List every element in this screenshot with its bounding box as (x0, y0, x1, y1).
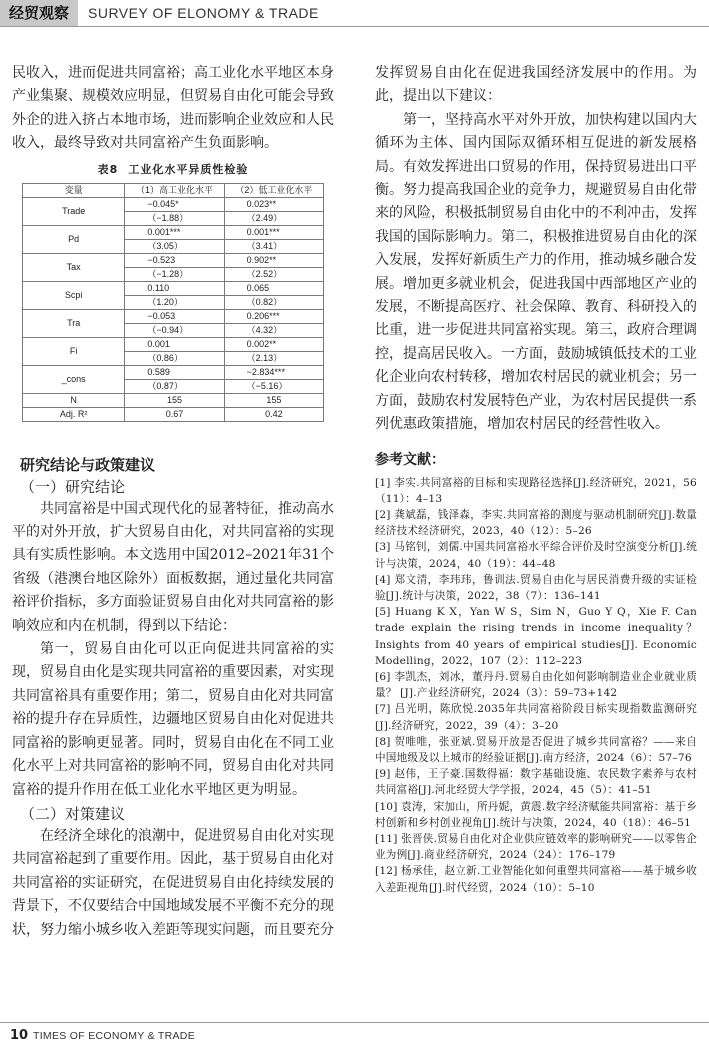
table-title: 工业化水平异质性检验 (128, 162, 249, 176)
suggestion-paragraph: 第一，坚持高水平对外开放，加快构建以国内大循环为主体、国内国际双循环相互促进的新发展格局。有效发挥进出口贸易的作用，保持贸易进出口平衡。努力提高我国企业的竞争力，规避贸易自由化带来的风险，积极抵制贸易自由化中的不利冲击，发挥我国的国际影响力。第二，积极推进贸易自由化的深入发展，发挥好新质生产力的作用，推动城乡融合发展。增加更多就业机会，促进我国中西部地区产业的发展，不断提高医疗、社会保障、教育、科研投入的比重，进一步促进共同富裕实现。第三，政府合理调控，提高居民收入。一方面，鼓励城镇低技术的工业化企业向农村转移，增加农村居民的就业机会；另一方面，鼓励农村发展特色产业，为农村居民提供一系列优惠政策措施，增加农村居民的经营性收入。 (375, 111, 697, 433)
references-title: 参考文献： (375, 451, 445, 468)
table-stat-cell: （0.86） (125, 351, 224, 365)
table-stat-cell: （0.82） (224, 295, 323, 309)
table-coef-cell: 0.001*** (125, 225, 224, 239)
table-coef-cell: 0.001*** (224, 225, 323, 239)
intro-paragraph: 民收入，进而促进共同富裕；高工业化水平地区本身产业集聚、规模效应明显，但贸易自由化可能会导致外企的进入挤占本地市场，进而影响企业效应和人民收入，最终导致对共同富裕产生负面影响。 (12, 65, 334, 152)
page-header (0, 0, 709, 27)
table-row (23, 407, 324, 421)
table-header-cell: （2）低工业化水平 (224, 183, 323, 197)
reference-item: [11] 张晋侠.贸易自由化对企业供应链效率的影响研究——以零售企业为例[J].商业经济研究，2024（24）：176–179 (375, 832, 697, 862)
table-variable-cell: _cons (23, 365, 125, 393)
right-column (375, 62, 697, 896)
table-row (23, 309, 324, 323)
table-caption (12, 163, 334, 177)
table-coef-cell: 0.110 (125, 281, 224, 295)
table-stat-cell: （2.52） (224, 267, 323, 281)
table-stat-cell: （4.32） (224, 323, 323, 337)
heterogeneity-table (22, 183, 324, 422)
table-number: 表8 (97, 162, 119, 176)
reference-item: [7] 吕光明，陈欣悦.2035年共同富裕阶段目标实现指数监测研究[J].经济研究，2022，39（4）：3–20 (375, 703, 697, 732)
table-variable-cell: Tra (23, 309, 125, 337)
table-coef-cell: −0.053 (125, 309, 224, 323)
table-row (23, 337, 324, 351)
table-row (23, 225, 324, 239)
page-footer (0, 1022, 709, 1049)
section-title: 研究结论与政策建议 (20, 455, 156, 474)
table-stat-cell: （1.20） (125, 295, 224, 309)
table-value-cell: 155 (224, 393, 323, 407)
table-coef-cell: 0.002** (224, 337, 323, 351)
journal-title-cn: 经贸观察 (0, 0, 78, 26)
table-row (23, 197, 324, 211)
table-coef-cell: 0.065 (224, 281, 323, 295)
footer-journal-name: TIMES OF ECONOMY & TRADE (33, 1030, 195, 1042)
left-column (12, 62, 334, 942)
table-row (23, 393, 324, 407)
table-coef-cell: 0.001 (125, 337, 224, 351)
journal-title-en: SURVEY OF ELONOMY & TRADE (88, 5, 319, 21)
conclusion-paragraph-2: 第一，贸易自由化可以正向促进共同富裕的实现，贸易自由化是实现共同富裕的重要因素，对实现共同富裕具有重要作用；第二，贸易自由化对共同富裕的提升存在异质性，边疆地区贸易自由化对促进共同富裕的影响更显著。同时，贸易自由化在不同工业化水平上对共同富裕的影响不同，贸易自由化对共同富裕的提升作用在低工业化水平地区更为明显。 (12, 641, 334, 798)
table-stat-cell: （3.41） (224, 239, 323, 253)
table-stat-cell: （2.13） (224, 351, 323, 365)
reference-item: [2] 龚斌磊，钱泽森，李实.共同富裕的测度与驱动机制研究[J].数量经济技术经济研究，2023，40（12）：5–26 (375, 508, 697, 538)
table-variable-cell: Fi (23, 337, 125, 365)
table-coef-cell: 0.206*** (224, 309, 323, 323)
table-coef-cell: 0.902** (224, 253, 323, 267)
table-stat-cell: （2.49） (224, 211, 323, 225)
table-coef-cell: 0.589 (125, 365, 224, 379)
table-variable-cell: Trade (23, 197, 125, 225)
table-stat-cell: （3.05） (125, 239, 224, 253)
page-number: 10 (10, 1028, 29, 1043)
table-stat-cell: （−0.94） (125, 323, 224, 337)
table-value-cell: 155 (125, 393, 224, 407)
table-value-cell: 0.42 (224, 407, 323, 421)
continued-paragraph: 发挥贸易自由化在促进我国经济发展中的作用。为此，提出以下建议： (375, 65, 697, 105)
reference-item: [1] 李实.共同富裕的目标和实现路径选择[J].经济研究，2021，56（11）：4–13 (375, 476, 697, 505)
table-stat-cell: （−1.28） (125, 267, 224, 281)
references-list (375, 475, 697, 896)
table-row (23, 281, 324, 295)
table-variable-cell: Tax (23, 253, 125, 281)
table-stat-cell: （0.87） (125, 379, 224, 393)
table-variable-cell: N (23, 393, 125, 407)
subsection-title-policy: （二）对策建议 (20, 804, 126, 823)
table-row (23, 253, 324, 267)
reference-item: [6] 李凯杰，刘冰，董丹丹.贸易自由化如何影响制造业企业就业质量？ [J].产业经济研究，2024（3）：59–73+142 (375, 670, 697, 700)
table-coef-cell: 0.023** (224, 197, 323, 211)
reference-item: [8] 贺唯唯，张亚斌.贸易开放是否促进了城乡共同富裕？——来自中国地级及以上城市的经验证据[J].南方经济，2024（6）：57–76 (375, 735, 697, 764)
table-row (23, 365, 324, 379)
policy-paragraph-1: 在经济全球化的浪潮中，促进贸易自由化对实现共同富裕起到了重要作用。因此，基于贸易自由化对共同富裕的实证研究，在促进贸易自由化持续发展的背景下，不仅要结合中国地域发展不平衡不充分的现状，努力缩小城乡收入差距等现实问题，而且要充分 (12, 827, 334, 938)
table-header-row (23, 183, 324, 197)
table-header-cell: （1）高工业化水平 (125, 183, 224, 197)
reference-item: [4] 郑文清，李玮玮，鲁训法.贸易自由化与居民消费升级的实证检验[J].统计与决策，2022，38（7）：136–141 (375, 573, 697, 602)
table-body (23, 197, 324, 421)
table-coef-cell: −2.834*** (224, 365, 323, 379)
subsection-title-conclusions: （一）研究结论 (20, 477, 126, 496)
reference-item: [5] Huang K X，Yan W S，Sim N，Guo Y Q，Xie F. Can trade explain the rising trends in income inequality？ Insights from 40 years of empirical studies[J]. Economic Modelling，2022，107（2）：112–223 (375, 606, 697, 667)
reference-item: [10] 袁涛，宋加山，所丹妮，黄震.数字经济赋能共同富裕：基于乡村创新和乡村创业视角[J].统计与决策，2024，40（18）：46–51 (375, 800, 697, 829)
table-variable-cell: Adj. R² (23, 407, 125, 421)
reference-item: [12] 杨承佳，赵立新.工业智能化如何重塑共同富裕——基于城乡收入差距视角[J].时代经贸，2024（10）：5–10 (375, 865, 697, 894)
conclusion-paragraph-1: 共同富裕是中国式现代化的显著特征，推动高水平的对外开放，扩大贸易自由化，对共同富裕的实现具有实质性影响。本文选用中国2012–2021年31个省级（港澳台地区除外）面板数据，通过量化共同富裕评价指标，多方面验证贸易自由化对共同富裕的影响效应和内在机制，得到以下结论： (12, 500, 334, 634)
table-variable-cell: Scpi (23, 281, 125, 309)
reference-item: [9] 赵伟，王子豪.国数得福：数字基础设施、农民数字素养与农村共同富裕[J].河北经贸大学学报，2024，45（5）：41–51 (375, 768, 697, 797)
table-variable-cell: Pd (23, 225, 125, 253)
table-stat-cell: （−5.16） (224, 379, 323, 393)
table-coef-cell: −0.523 (125, 253, 224, 267)
table-value-cell: 0.67 (125, 407, 224, 421)
table-header-cell: 变量 (23, 183, 125, 197)
reference-item: [3] 马铭钊，刘儒.中国共同富裕水平综合评价及时空演变分析[J].统计与决策，2024，40（19）：44–48 (375, 541, 697, 570)
table-coef-cell: −0.045* (125, 197, 224, 211)
table-stat-cell: （−1.88） (125, 211, 224, 225)
